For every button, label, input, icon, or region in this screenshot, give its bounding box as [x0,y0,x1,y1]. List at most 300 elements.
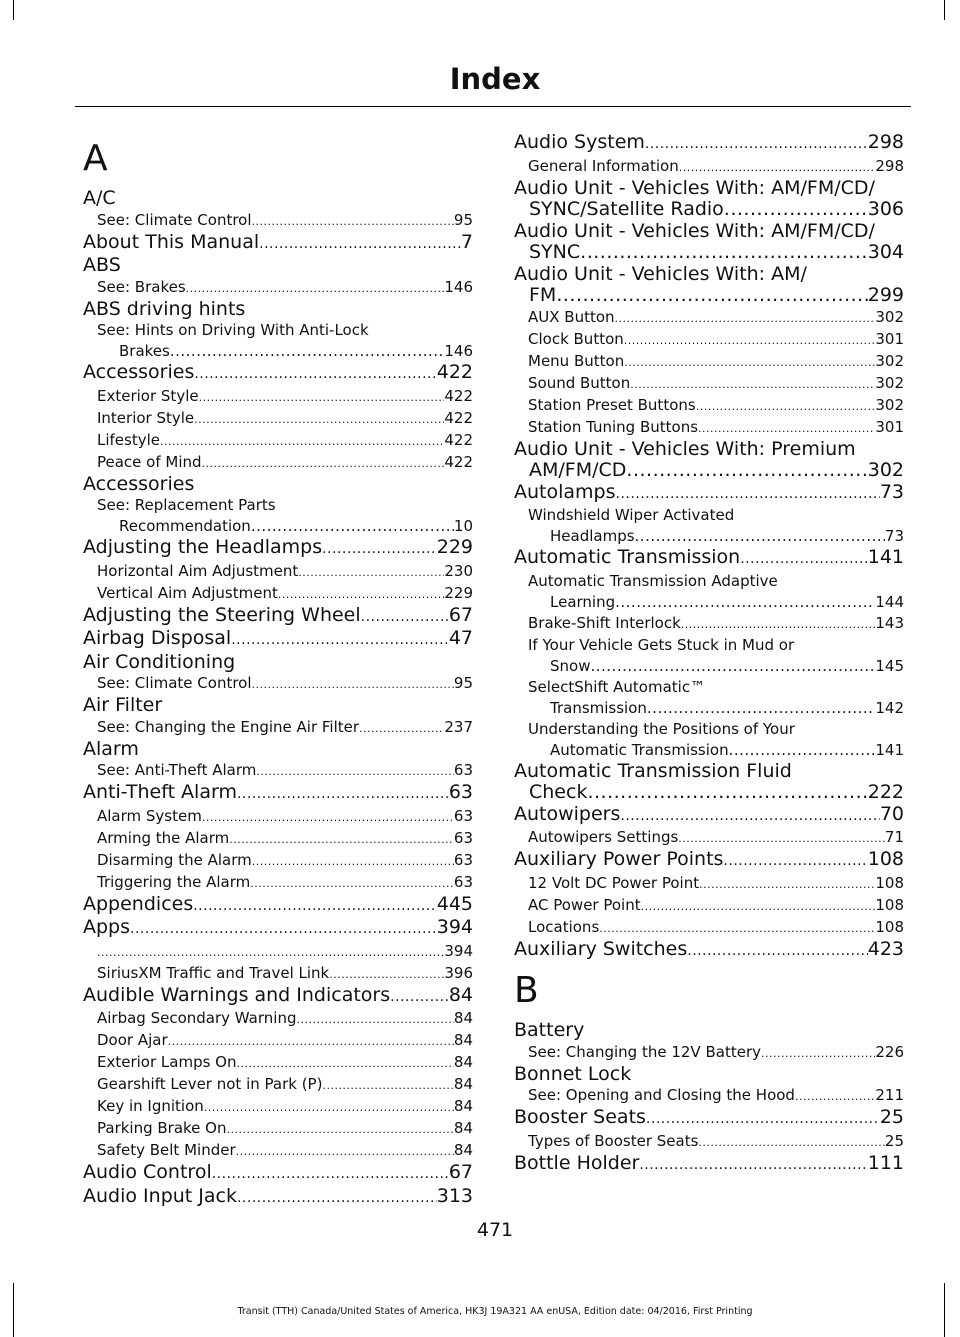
entry-title: Auxiliary Power Points [514,848,724,870]
entry-page: 84 [453,1075,473,1093]
index-entry [83,1074,473,1096]
entry-page: 141 [867,546,904,568]
index-entry [514,329,904,351]
entry-title: AC Power Point [528,895,641,914]
leader-dots [681,613,876,635]
entry-page: 298 [867,131,904,153]
index-subentry-wrapped [514,719,904,761]
entry-page: 67 [448,1161,473,1183]
entry-page: 423 [867,937,904,960]
entry-title-line1: SelectShift Automatic™ [528,677,706,696]
leader-dots [168,1030,454,1052]
index-entry [514,1153,904,1177]
entry-title: Accessories [83,361,195,383]
index-heading: Air Conditioning [83,650,236,673]
entry-title: Peace of Mind [97,452,202,471]
entry-page: 222 [867,781,904,803]
entry-page: 84 [453,1053,473,1071]
entry-title: Learning [550,592,616,611]
entry-title: Auxiliary Switches [514,937,688,960]
entry-title: Automatic Transmission [514,546,741,568]
index-entry [83,985,473,1009]
entry-title: Audible Warnings and Indicators [83,983,391,1006]
index-entry [83,872,473,894]
leader-dots [237,1186,437,1210]
index-entry [514,156,904,178]
entry-page: 422 [436,361,473,383]
entry-title: Station Preset Buttons [528,395,696,414]
index-entry [83,1118,473,1140]
entry-page: 108 [875,917,904,936]
index-entry [514,782,904,804]
leader-dots [645,132,868,156]
leader-dots [193,894,437,918]
entry-page: 25 [879,1106,904,1128]
leader-dots [259,232,461,256]
index-entry [514,395,904,417]
entry-title-line1: If Your Vehicle Gets Stuck in Mud or [528,635,795,654]
index-entry [514,849,904,873]
entry-page: 141 [875,740,904,759]
leader-dots [616,482,880,506]
index-subentry-wrapped [514,677,904,719]
leader-dots [186,277,445,299]
entry-title: Vertical Aim Adjustment [97,583,278,602]
entry-title: Adjusting the Steering Wheel [83,603,361,626]
entry-title: SYNC/Satellite Radio [529,198,724,220]
leader-dots [252,850,454,872]
entry-page: 145 [875,656,904,675]
entry-title: General Information [528,156,679,175]
entry-title-line1: Windshield Wiper Activated [528,506,735,524]
index-entry [83,1030,473,1052]
leader-dots [678,827,885,849]
entry-title: Triggering the Alarm [97,872,251,891]
leader-dots [256,760,454,782]
entry-title: Exterior Lamps On [97,1053,237,1071]
index-heading: Accessories [83,472,195,495]
entry-page: 394 [444,941,473,960]
index-subentry-wrapped [83,495,473,537]
index-entry [83,850,473,872]
entry-title: Check [529,781,588,803]
entry-title-line1: Audio Unit - Vehicles With: AM/FM/CD/ [514,219,875,242]
entry-page: 95 [453,674,473,692]
header-rule [75,106,911,107]
entry-title: Audio System [514,131,645,153]
index-entry [83,828,473,850]
entry-title: Autowipers Settings [528,828,679,846]
entry-title: Transmission [550,698,647,717]
footer-edition-info: Transit (TTH) Canada/United States of America, HK3J 19A321 AA enUSA, Edition date: 04/2016, First Printing [237,1306,753,1317]
index-entry [83,210,473,232]
entry-page: 396 [444,963,473,982]
entry-page: 84 [453,1141,473,1159]
leader-dots [227,1118,454,1140]
index-entry [83,894,473,918]
entry-page: 299 [867,284,904,306]
entry-title: Locations [528,917,600,936]
entry-page: 422 [444,408,473,427]
entry-title: Recommendation [119,517,251,535]
leader-dots [698,1131,885,1153]
entry-title: See: Climate Control [97,210,252,229]
entry-title: Station Tuning Buttons [528,417,699,436]
index-entry-wrapped [514,221,904,264]
leader-dots [194,408,444,430]
section-letter: B [514,970,539,1011]
leader-dots [204,1096,454,1118]
entry-title: Automatic Transmission [550,740,729,759]
index-entry [83,1096,473,1118]
index-entry [514,1107,904,1131]
leader-dots [624,351,875,373]
leader-dots [699,873,875,895]
leader-dots [740,547,868,571]
entry-page: 230 [444,561,473,580]
leader-dots [639,1153,867,1177]
entry-title: See: Changing the Engine Air Filter [97,717,360,736]
index-entry [83,1162,473,1186]
leader-dots [723,849,867,873]
index-entry [514,307,904,329]
entry-page: 298 [875,156,904,175]
entry-title: Exterior Style [97,386,199,405]
entry-page: 84 [453,1031,473,1049]
entry-page: 84 [448,983,473,1006]
entry-page: 63 [453,828,473,847]
index-entry [514,613,904,635]
entry-page: 142 [875,698,904,717]
index-entry [83,386,473,408]
entry-title: SYNC [529,241,581,263]
index-entry [514,939,904,963]
index-entry [83,1008,473,1030]
index-entry [514,1085,904,1107]
leader-dots [624,329,876,351]
leader-dots [687,939,867,963]
index-entry [514,132,904,156]
leader-dots [724,199,868,221]
leader-dots [626,460,867,482]
leader-dots [229,828,454,850]
entry-page: 302 [875,395,904,414]
entry-page: 108 [875,895,904,914]
index-entry [514,873,904,895]
index-entry [83,537,473,561]
leader-dots [202,452,445,474]
entry-page: 63 [448,781,473,803]
entry-page: 84 [453,1097,473,1115]
index-entry [83,561,473,583]
entry-page: 95 [453,210,473,229]
index-entry [514,547,904,571]
index-entry [514,351,904,373]
entry-title: Appendices [83,892,194,915]
entry-page: 302 [875,373,904,392]
index-heading: ABS [83,254,121,276]
leader-dots [698,417,875,439]
entry-page: 301 [875,329,904,348]
entry-title-line1: See: Replacement Parts [97,496,276,514]
entry-title: Apps [83,916,131,938]
entry-title: Parking Brake On [97,1119,227,1137]
index-subentry-wrapped [514,571,904,613]
entry-title: See: Climate Control [97,674,252,692]
entry-title: AM/FM/CD [529,459,627,481]
entry-title: Gearshift Lever not in Park (P) [97,1075,323,1093]
index-entry [514,1042,904,1064]
index-subentry-wrapped [83,320,473,362]
leader-dots [361,605,449,629]
entry-page: 229 [436,536,473,558]
leader-dots [194,362,436,386]
index-entry [83,430,473,452]
leader-dots [237,782,449,806]
index-entry [514,199,904,221]
entry-title: Interior Style [97,408,195,427]
leader-dots [296,1008,453,1030]
index-entry [514,460,904,482]
entry-title-line1: Automatic Transmission Adaptive [528,571,778,590]
entry-page: 7 [460,230,473,253]
section-letter: A [83,138,108,179]
entry-page: 237 [444,717,473,736]
index-heading: A/C [83,187,116,209]
index-entry [514,285,904,307]
entry-title: About This Manual [83,230,260,253]
index-entry-wrapped [514,264,904,307]
entry-title: See: Opening and Closing the Hood [528,1086,795,1104]
entry-page: 211 [875,1086,904,1104]
page-title: Index [449,62,541,96]
entry-title: SiriusXM Traffic and Travel Link [97,963,330,982]
index-entry [83,963,473,985]
leader-dots [251,516,454,537]
leader-dots [615,592,875,613]
crop-mark-top-left [13,0,14,20]
index-entry [83,941,473,963]
index-entry-wrapped [514,761,904,804]
entry-title: Adjusting the Headlamps [83,536,323,558]
entry-title: See: Anti-Theft Alarm [97,761,257,779]
entry-page: 84 [453,1009,473,1027]
leader-dots [160,430,444,452]
entry-title: Disarming the Alarm [97,850,252,869]
leader-dots [97,941,444,963]
entry-title: Key in Ignition [97,1097,204,1115]
index-entry [514,827,904,849]
entry-page: 63 [453,872,473,891]
leader-dots [696,395,876,417]
entry-page: 144 [875,592,904,611]
leader-dots [615,307,876,329]
entry-title: Airbag Disposal [83,627,232,649]
entry-title: Autolamps [514,480,616,503]
entry-title: Autowipers [514,802,621,825]
index-entry [83,583,473,605]
index-entry [83,673,473,695]
leader-dots [329,963,444,985]
entry-page: 63 [453,850,473,869]
leader-dots [322,537,437,561]
index-heading: Battery [514,1019,585,1041]
entry-title: AUX Button [528,307,615,326]
entry-title: Door Ajar [97,1031,168,1049]
index-entry [83,452,473,474]
index-entry [514,242,904,264]
leader-dots [729,740,876,761]
leader-dots [252,673,454,695]
entry-title: Headlamps [550,527,635,545]
entry-title: Lifestyle [97,430,161,449]
leader-dots [630,373,875,395]
leader-dots [647,698,875,719]
index-entry [83,277,473,299]
entry-page: 302 [867,459,904,481]
entry-page: 302 [875,307,904,326]
entry-page: 394 [436,916,473,938]
index-entry-wrapped [514,439,904,482]
entry-page: 25 [884,1131,904,1150]
entry-title: Clock Button [528,329,624,348]
entry-title: Brake-Shift Interlock [528,613,681,632]
index-entry [83,782,473,806]
index-entry [514,895,904,917]
index-entry [528,526,904,547]
index-entry [83,760,473,782]
index-entry [528,698,904,719]
leader-dots [212,1162,449,1186]
leader-dots [590,656,875,677]
index-subentry-wrapped [514,505,904,547]
leader-dots [359,717,444,739]
entry-page: 306 [867,198,904,220]
entry-page: 445 [436,892,473,915]
entry-title: Menu Button [528,351,625,370]
index-column-left [83,132,473,1209]
entry-page: 301 [875,417,904,436]
entry-page: 108 [875,873,904,892]
index-entry [97,341,473,362]
entry-title-line1: See: Hints on Driving With Anti-Lock [97,321,369,339]
entry-title: Brakes [119,342,170,360]
index-heading: Bonnet Lock [514,1062,632,1085]
leader-dots [252,210,454,232]
index-entry [83,408,473,430]
index-entry [83,605,473,629]
entry-page: 422 [444,452,473,471]
entry-title: Airbag Secondary Warning [97,1009,297,1027]
entry-title: Safety Belt Minder [97,1141,236,1159]
leader-dots [250,872,454,894]
index-subentry-wrapped [514,635,904,677]
entry-title: See: Changing the 12V Battery [528,1042,761,1061]
entry-page: 304 [867,241,904,263]
entry-title: 12 Volt DC Power Point [528,873,700,892]
entry-page: 313 [436,1184,473,1207]
leader-dots [599,917,875,939]
index-entry [528,656,904,677]
index-entry [528,740,904,761]
index-column-right [514,132,904,1176]
leader-dots [231,628,449,652]
leader-dots [761,1042,875,1064]
leader-dots [237,1052,454,1074]
entry-page: 63 [453,761,473,779]
index-entry [83,717,473,739]
entry-page: 143 [875,613,904,632]
index-heading: Air Filter [83,694,163,716]
leader-dots [679,156,876,178]
entry-page: 302 [875,351,904,370]
entry-title: Arming the Alarm [97,828,230,847]
leader-dots [556,285,867,307]
entry-page: 10 [453,517,473,535]
entry-page: 71 [884,828,904,846]
leader-dots [620,804,879,828]
index-entry [83,1186,473,1210]
leader-dots [390,985,449,1009]
index-entry-wrapped [514,178,904,221]
leader-dots [795,1085,875,1107]
leader-dots [587,782,867,804]
entry-page: 67 [448,603,473,626]
leader-dots [298,561,444,583]
entry-title-line1: Understanding the Positions of Your [528,719,795,738]
entry-title: Audio Control [83,1161,212,1183]
entry-title: Snow [550,656,591,675]
entry-page: 70 [879,802,904,825]
index-entry [83,232,473,256]
entry-page: 146 [444,342,473,360]
leader-dots [236,1140,454,1162]
index-entry [97,516,473,537]
index-entry [514,482,904,506]
entry-page: 146 [444,277,473,296]
entry-title: Audio Input Jack [83,1184,237,1207]
entry-page: 47 [448,627,473,649]
index-entry [514,417,904,439]
index-heading: ABS driving hints [83,297,246,320]
index-entry [528,592,904,613]
leader-dots [646,1107,880,1131]
leader-dots [641,895,876,917]
entry-title-line1: Audio Unit - Vehicles With: AM/FM/CD/ [514,176,875,199]
entry-title: Sound Button [528,373,631,392]
entry-title: Bottle Holder [514,1151,640,1174]
index-entry [514,917,904,939]
entry-page: 73 [884,527,904,545]
entry-title-line1: Audio Unit - Vehicles With: AM/ [514,262,807,285]
entry-page: 84 [453,1119,473,1137]
entry-title: Horizontal Aim Adjustment [97,561,299,580]
crop-mark-top-right [944,0,945,20]
entry-title: Anti-Theft Alarm [83,781,237,803]
entry-title: FM [529,284,557,306]
index-entry [83,628,473,652]
index-entry [83,362,473,386]
leader-dots [322,1074,453,1096]
index-entry [83,806,473,828]
entry-page: 422 [444,386,473,405]
index-heading: Alarm [83,737,139,760]
leader-dots [635,526,885,547]
page-number: 471 [476,1219,514,1241]
leader-dots [170,341,445,362]
entry-page: 226 [875,1042,904,1061]
entry-title: Alarm System [97,806,202,825]
